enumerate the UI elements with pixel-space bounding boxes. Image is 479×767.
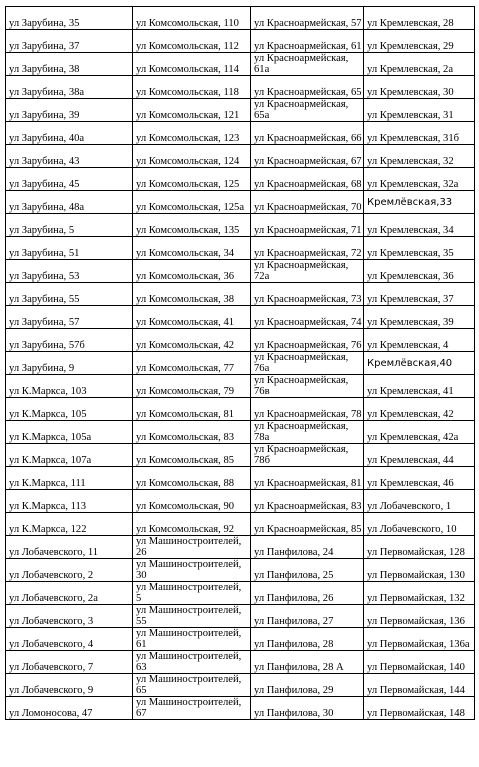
address-cell: ул Зарубина, 9 (6, 352, 133, 375)
address-cell: ул Машиностроителей, 61 (133, 628, 251, 651)
address-cell: ул Зарубина, 57б (6, 329, 133, 352)
address-cell: ул Зарубина, 48а (6, 191, 133, 214)
address-cell: ул Красноармейская, 74 (251, 306, 364, 329)
address-cell: ул Панфилова, 24 (251, 536, 364, 559)
table-row (6, 122, 475, 145)
address-cell: ул Первомайская, 130 (364, 559, 475, 582)
address-cell: ул Кремлевская, 4 (364, 329, 475, 352)
table-row (6, 467, 475, 490)
address-cell: ул Кремлевская, 35 (364, 237, 475, 260)
address-cell: ул Машиностроителей, 30 (133, 559, 251, 582)
table-row (6, 168, 475, 191)
address-cell: ул Панфилова, 28 А (251, 651, 364, 674)
address-cell: ул Красноармейская, 83 (251, 490, 364, 513)
table-row (6, 536, 475, 559)
address-cell: ул Кремлевская, 39 (364, 306, 475, 329)
address-cell: ул Красноармейская, 76в (251, 375, 364, 398)
address-cell: ул Красноармейская, 72 (251, 237, 364, 260)
table-row (6, 628, 475, 651)
address-cell: ул Лобачевского, 10 (364, 513, 475, 536)
address-cell: ул Кремлевская, 31б (364, 122, 475, 145)
address-cell: ул Комсомольская, 90 (133, 490, 251, 513)
table-row (6, 329, 475, 352)
table-row (6, 191, 475, 214)
table-row (6, 605, 475, 628)
address-cell: ул Кремлевская, 46 (364, 467, 475, 490)
address-cell: ул Комсомольская, 79 (133, 375, 251, 398)
address-cell: ул Кремлевская, 2а (364, 53, 475, 76)
address-cell: ул Зарубина, 38а (6, 76, 133, 99)
address-cell: ул Зарубина, 57 (6, 306, 133, 329)
address-cell: ул Красноармейская, 76 (251, 329, 364, 352)
address-cell: ул Красноармейская, 65а (251, 99, 364, 122)
table-row (6, 697, 475, 720)
address-cell: ул Комсомольская, 41 (133, 306, 251, 329)
table-row (6, 398, 475, 421)
address-cell: ул Комсомольская, 83 (133, 421, 251, 444)
address-cell: ул Комсомольская, 77 (133, 352, 251, 375)
address-cell: ул Комсомольская, 36 (133, 260, 251, 283)
address-cell: ул К.Маркса, 103 (6, 375, 133, 398)
address-cell: ул Комсомольская, 114 (133, 53, 251, 76)
address-cell: ул Зарубина, 37 (6, 30, 133, 53)
address-cell: ул Зарубина, 38 (6, 53, 133, 76)
table-row (6, 651, 475, 674)
address-cell: ул Кремлевская, 42 (364, 398, 475, 421)
address-cell: ул Зарубина, 51 (6, 237, 133, 260)
address-cell: ул Машиностроителей, 67 (133, 697, 251, 720)
address-cell: ул Красноармейская, 81 (251, 467, 364, 490)
address-cell: ул Первомайская, 140 (364, 651, 475, 674)
address-cell: ул Панфилова, 25 (251, 559, 364, 582)
address-cell: ул К.Маркса, 122 (6, 513, 133, 536)
address-cell: ул Комсомольская, 81 (133, 398, 251, 421)
address-cell: ул Машиностроителей, 55 (133, 605, 251, 628)
address-cell: ул Красноармейская, 68 (251, 168, 364, 191)
address-cell: ул Красноармейская, 70 (251, 191, 364, 214)
address-cell: ул Комсомольская, 38 (133, 283, 251, 306)
address-cell: ул Панфилова, 27 (251, 605, 364, 628)
address-cell: ул Комсомольская, 124 (133, 145, 251, 168)
address-cell: ул Красноармейская, 66 (251, 122, 364, 145)
table-row (6, 145, 475, 168)
table-row (6, 214, 475, 237)
address-cell: ул Лобачевского, 9 (6, 674, 133, 697)
address-cell: ул Комсомольская, 135 (133, 214, 251, 237)
table-row (6, 99, 475, 122)
address-table (5, 6, 475, 720)
address-cell: ул Комсомольская, 92 (133, 513, 251, 536)
table-row (6, 306, 475, 329)
address-cell: ул Машиностроителей, 65 (133, 674, 251, 697)
address-cell: ул Красноармейская, 72а (251, 260, 364, 283)
address-cell: ул Красноармейская, 67 (251, 145, 364, 168)
address-cell: ул Кремлевская, 28 (364, 7, 475, 30)
address-cell: ул Кремлевская, 36 (364, 260, 475, 283)
table-row (6, 444, 475, 467)
address-cell: ул К.Маркса, 107а (6, 444, 133, 467)
table-row (6, 7, 475, 30)
address-cell: ул Панфилова, 28 (251, 628, 364, 651)
address-cell: ул Зарубина, 35 (6, 7, 133, 30)
table-row (6, 375, 475, 398)
table-row (6, 559, 475, 582)
address-cell: ул Комсомольская, 118 (133, 76, 251, 99)
address-cell: ул К.Маркса, 105а (6, 421, 133, 444)
table-row (6, 30, 475, 53)
address-cell: ул Комсомольская, 88 (133, 467, 251, 490)
address-cell: ул Зарубина, 5 (6, 214, 133, 237)
address-cell: ул Ломоносова, 47 (6, 697, 133, 720)
address-cell: ул Лобачевского, 3 (6, 605, 133, 628)
address-cell: ул Комсомольская, 121 (133, 99, 251, 122)
table-row (6, 53, 475, 76)
address-cell: ул Зарубина, 53 (6, 260, 133, 283)
address-cell: ул Панфилова, 30 (251, 697, 364, 720)
address-cell: ул Кремлевская, 30 (364, 76, 475, 99)
address-cell: ул К.Маркса, 111 (6, 467, 133, 490)
address-cell: ул Красноармейская, 71 (251, 214, 364, 237)
address-cell: ул Кремлевская, 34 (364, 214, 475, 237)
address-cell: ул Лобачевского, 2 (6, 559, 133, 582)
address-cell: ул Первомайская, 144 (364, 674, 475, 697)
address-table-body (6, 7, 475, 720)
address-cell: ул Кремлевская, 37 (364, 283, 475, 306)
address-cell: ул Кремлевская, 42а (364, 421, 475, 444)
address-cell: ул Красноармейская, 78а (251, 421, 364, 444)
address-cell: ул Зарубина, 43 (6, 145, 133, 168)
address-cell: ул Красноармейская, 78 (251, 398, 364, 421)
address-cell: ул Машиностроителей, 5 (133, 582, 251, 605)
address-cell: ул К.Маркса, 113 (6, 490, 133, 513)
table-row (6, 260, 475, 283)
address-cell: ул Лобачевского, 2а (6, 582, 133, 605)
address-cell: ул Первомайская, 136а (364, 628, 475, 651)
address-cell: ул Зарубина, 39 (6, 99, 133, 122)
address-cell: ул Панфилова, 29 (251, 674, 364, 697)
address-cell: ул Кремлевская, 29 (364, 30, 475, 53)
address-cell: ул Комсомольская, 125а (133, 191, 251, 214)
address-cell: ул Кремлевская, 32 (364, 145, 475, 168)
table-row (6, 76, 475, 99)
address-cell: ул Лобачевского, 1 (364, 490, 475, 513)
table-row (6, 490, 475, 513)
address-cell: ул Комсомольская, 125 (133, 168, 251, 191)
address-cell: ул Красноармейская, 76а (251, 352, 364, 375)
table-row (6, 582, 475, 605)
address-cell: ул Комсомольская, 112 (133, 30, 251, 53)
address-cell: ул Красноармейская, 78б (251, 444, 364, 467)
table-row (6, 237, 475, 260)
address-cell: ул Панфилова, 26 (251, 582, 364, 605)
address-cell: ул Зарубина, 55 (6, 283, 133, 306)
table-row (6, 421, 475, 444)
address-cell: ул Лобачевского, 4 (6, 628, 133, 651)
address-cell: ул К.Маркса, 105 (6, 398, 133, 421)
address-cell: ул Комсомольская, 85 (133, 444, 251, 467)
address-cell: ул Комсомольская, 42 (133, 329, 251, 352)
address-cell: ул Красноармейская, 61 (251, 30, 364, 53)
address-cell: ул Первомайская, 132 (364, 582, 475, 605)
address-cell: ул Красноармейская, 85 (251, 513, 364, 536)
address-cell: ул Красноармейская, 73 (251, 283, 364, 306)
address-cell: ул Красноармейская, 61а (251, 53, 364, 76)
address-cell: ул Лобачевского, 7 (6, 651, 133, 674)
address-cell: ул Комсомольская, 123 (133, 122, 251, 145)
address-cell: ул Машиностроителей, 63 (133, 651, 251, 674)
table-row (6, 513, 475, 536)
address-cell: ул Красноармейская, 57 (251, 7, 364, 30)
address-cell: ул Зарубина, 40а (6, 122, 133, 145)
address-cell: ул Лобачевского, 11 (6, 536, 133, 559)
address-cell: ул Первомайская, 148 (364, 697, 475, 720)
address-cell: ул Машиностроителей, 26 (133, 536, 251, 559)
address-cell: ул Кремлевская, 31 (364, 99, 475, 122)
address-cell: ул Первомайская, 128 (364, 536, 475, 559)
address-cell: ул Зарубина, 45 (6, 168, 133, 191)
address-cell: ул Первомайская, 136 (364, 605, 475, 628)
address-cell: ул Красноармейская, 65 (251, 76, 364, 99)
address-cell: ул Комсомольская, 110 (133, 7, 251, 30)
address-cell: ул Комсомольская, 34 (133, 237, 251, 260)
address-cell: ул Кремлевская, 41 (364, 375, 475, 398)
address-cell: Кремлёвская,40 (364, 352, 475, 375)
address-cell: ул Кремлевская, 44 (364, 444, 475, 467)
address-cell: ул Кремлевская, 32а (364, 168, 475, 191)
address-cell: Кремлёвская,33 (364, 191, 475, 214)
table-row (6, 283, 475, 306)
table-row (6, 352, 475, 375)
table-row (6, 674, 475, 697)
